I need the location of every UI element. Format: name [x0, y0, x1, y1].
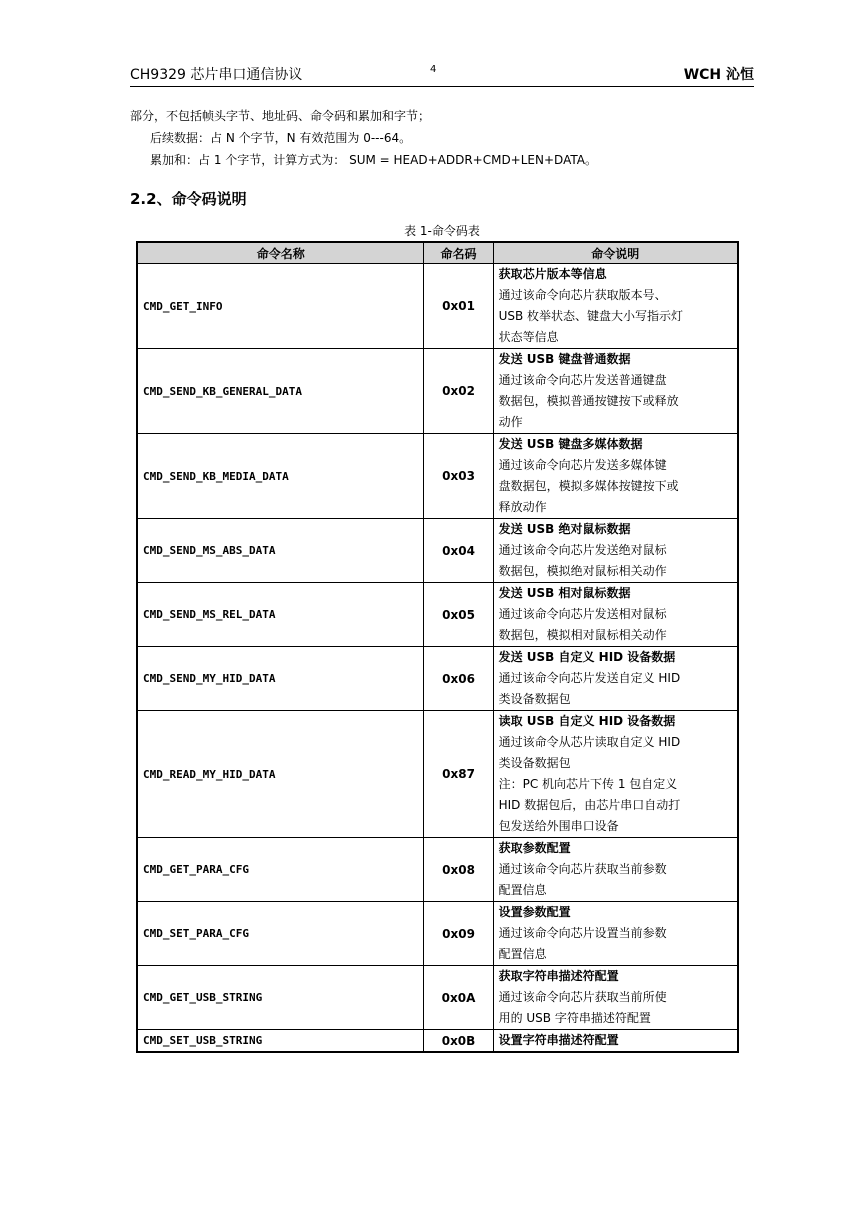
command-description: [493, 711, 738, 838]
command-code: 0x04: [424, 519, 493, 583]
description-line: USB 枚举状态、键盘大小写指示灯: [498, 309, 684, 323]
command-name: CMD_SEND_MS_REL_DATA: [137, 583, 424, 647]
command-code: 0x03: [424, 434, 493, 519]
command-description: [493, 838, 738, 902]
command-code: 0x09: [424, 902, 493, 966]
column-header-code: 命名码: [424, 242, 493, 264]
description-line: 用的 USB 字符串描述符配置: [498, 1011, 651, 1025]
column-header-description: 命令说明: [493, 242, 738, 264]
description-title: 获取参数配置: [498, 841, 571, 855]
page-number: 4: [430, 64, 437, 75]
description-title: 发送 USB 自定义 HID 设备数据: [498, 650, 676, 664]
command-name: CMD_GET_PARA_CFG: [137, 838, 424, 902]
table-row: [137, 519, 738, 583]
description-title: 发送 USB 相对鼠标数据: [498, 586, 631, 600]
command-description: [493, 966, 738, 1030]
intro-line-1: 部分，不包括帧头字节、地址码、命令码和累加和字节；: [130, 109, 431, 123]
command-name: CMD_SEND_MS_ABS_DATA: [137, 519, 424, 583]
command-code-table: [136, 241, 739, 1053]
column-header-name: 命令名称: [137, 242, 424, 264]
description-title: 发送 USB 绝对鼠标数据: [498, 522, 631, 536]
command-description: [493, 583, 738, 647]
command-description: [493, 434, 738, 519]
command-code: 0x05: [424, 583, 493, 647]
description-line: 通过该命令从芯片读取自定义 HID: [498, 735, 681, 749]
command-code: 0x02: [424, 349, 493, 434]
description-title: 获取芯片版本等信息: [498, 267, 607, 281]
description-line: 类设备数据包: [498, 756, 571, 770]
command-description: [493, 1030, 738, 1053]
description-title: 设置字符串描述符配置: [498, 1033, 619, 1047]
table-row: [137, 583, 738, 647]
intro-line-2: 后续数据：占 N 个字节，N 有效范围为 0---64。: [150, 131, 412, 145]
table-row: [137, 838, 738, 902]
description-line: 状态等信息: [498, 330, 559, 344]
table-row: [137, 711, 738, 838]
company-name: WCH 沁恒: [683, 67, 754, 83]
table-caption: 表 1-命令码表: [404, 224, 480, 238]
table-row: [137, 349, 738, 434]
description-line: 数据包，模拟绝对鼠标相关动作: [498, 564, 667, 578]
description-line: 通过该命令向芯片发送自定义 HID: [498, 671, 681, 685]
description-title: 发送 USB 键盘多媒体数据: [498, 437, 643, 451]
description-line: 注：PC 机向芯片下传 1 包自定义: [498, 777, 678, 791]
table-row: [137, 647, 738, 711]
table-row: [137, 434, 738, 519]
description-line: 包发送给外围串口设备: [498, 819, 619, 833]
description-line: 释放动作: [498, 500, 547, 514]
description-line: 动作: [498, 415, 523, 429]
command-code: 0x0A: [424, 966, 493, 1030]
command-name: CMD_SEND_KB_GENERAL_DATA: [137, 349, 424, 434]
command-code: 0x06: [424, 647, 493, 711]
description-title: 获取字符串描述符配置: [498, 969, 619, 983]
command-code: 0x0B: [424, 1030, 493, 1053]
description-title: 发送 USB 键盘普通数据: [498, 352, 631, 366]
description-title: 读取 USB 自定义 HID 设备数据: [498, 714, 676, 728]
command-code: 0x87: [424, 711, 493, 838]
command-name: CMD_SEND_MY_HID_DATA: [137, 647, 424, 711]
document-title: CH9329 芯片串口通信协议: [130, 67, 303, 83]
command-description: [493, 902, 738, 966]
description-line: 配置信息: [498, 947, 547, 961]
table-body: [137, 264, 738, 1053]
description-line: 通过该命令向芯片发送多媒体键: [498, 458, 667, 472]
table-row: [137, 966, 738, 1030]
command-name: CMD_GET_INFO: [137, 264, 424, 349]
command-description: [493, 519, 738, 583]
description-line: 通过该命令向芯片发送绝对鼠标: [498, 543, 667, 557]
table-row: [137, 1030, 738, 1053]
description-line: 数据包，模拟相对鼠标相关动作: [498, 628, 667, 642]
command-description: [493, 647, 738, 711]
description-line: 通过该命令向芯片获取版本号、: [498, 288, 667, 302]
page-header: [130, 62, 754, 88]
description-line: 配置信息: [498, 883, 547, 897]
description-title: 设置参数配置: [498, 905, 571, 919]
command-code: 0x01: [424, 264, 493, 349]
command-name: CMD_READ_MY_HID_DATA: [137, 711, 424, 838]
intro-line-3: 累加和：占 1 个字节，计算方式为： SUM = HEAD+ADDR+CMD+LEN+DATA。: [150, 153, 597, 167]
description-line: 通过该命令向芯片发送普通键盘: [498, 373, 667, 387]
header-divider: [130, 86, 754, 87]
description-line: HID 数据包后，由芯片串口自动打: [498, 798, 681, 812]
table-header-row: [137, 242, 738, 264]
command-name: CMD_SEND_KB_MEDIA_DATA: [137, 434, 424, 519]
command-name: CMD_SET_PARA_CFG: [137, 902, 424, 966]
description-line: 通过该命令向芯片设置当前参数: [498, 926, 667, 940]
table-row: [137, 264, 738, 349]
description-line: 通过该命令向芯片获取当前参数: [498, 862, 667, 876]
command-name: CMD_SET_USB_STRING: [137, 1030, 424, 1053]
description-line: 通过该命令向芯片发送相对鼠标: [498, 607, 667, 621]
command-name: CMD_GET_USB_STRING: [137, 966, 424, 1030]
description-line: 盘数据包，模拟多媒体按键按下或: [498, 479, 679, 493]
section-title: 2.2、命令码说明: [130, 190, 247, 208]
description-line: 类设备数据包: [498, 692, 571, 706]
table-row: [137, 902, 738, 966]
command-description: [493, 349, 738, 434]
command-code: 0x08: [424, 838, 493, 902]
command-description: [493, 264, 738, 349]
description-line: 通过该命令向芯片获取当前所使: [498, 990, 667, 1004]
description-line: 数据包，模拟普通按键按下或释放: [498, 394, 679, 408]
